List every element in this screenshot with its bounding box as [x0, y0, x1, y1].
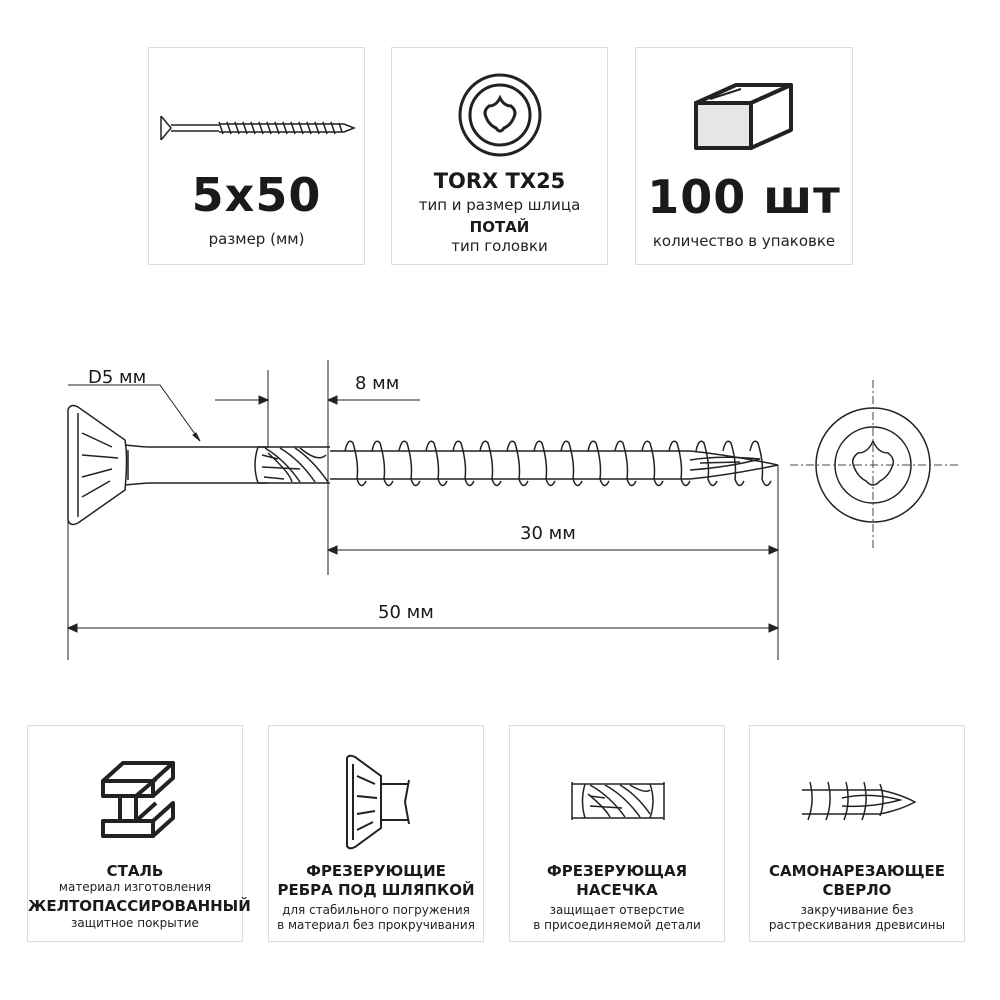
knurl-title-1: ФРЕЗЕРУЮЩАЯ: [546, 862, 688, 880]
size-value: 5x50: [191, 168, 322, 222]
box-icon: [686, 63, 806, 153]
size-card: [148, 47, 365, 265]
i-beam-icon: [28, 751, 244, 861]
feature-card-knurl: [509, 725, 725, 942]
knurl-title-2: НАСЕЧКА: [576, 881, 658, 899]
screw-drawing: [0, 355, 1000, 685]
size-caption: размер (мм): [208, 230, 305, 248]
screw-shank: [150, 447, 268, 483]
head-ribs-icon: [269, 746, 485, 866]
steel-title: СТАЛЬ: [106, 862, 164, 880]
feature-card-drill: [749, 725, 965, 942]
drill-title-2: СВЕРЛО: [822, 881, 892, 899]
quantity-value: 100 шт: [647, 170, 841, 224]
ribs-caption-2: в материал без прокручивания: [277, 918, 475, 932]
drill-caption-2: растрескивания древисины: [768, 918, 946, 932]
head-type-caption: тип головки: [451, 237, 548, 255]
diameter-label: D5 мм: [88, 367, 147, 388]
steel-caption: материал изготовления: [58, 880, 212, 894]
knurl-caption-1: защищает отверстие: [549, 903, 685, 917]
torx-icon: [455, 70, 545, 160]
ribs-title-2: РЕБРА ПОД ШЛЯПКОЙ: [277, 881, 475, 899]
coating-caption: защитное покрытие: [71, 916, 199, 930]
quantity-caption: количество в упаковке: [652, 232, 836, 250]
feature-card-ribs: [268, 725, 484, 942]
drive-caption: тип и размер шлица: [418, 196, 581, 214]
ribs-caption-1: для стабильного погружения: [282, 903, 470, 917]
head-type-title: ПОТАЙ: [469, 218, 530, 236]
thread-length-label: 30 мм: [520, 523, 576, 544]
drill-tip-icon: [750, 746, 966, 866]
drill-title-1: САМОНАРЕЗАЮЩЕЕ: [769, 862, 945, 880]
screw-thread-core: [330, 451, 778, 479]
knurl-caption-2: в присоединяемой детали: [533, 918, 701, 932]
drill-caption-1: закручивание без: [800, 903, 914, 917]
drive-title: TORX TX25: [433, 169, 566, 193]
screw-head: [68, 406, 127, 525]
total-length-label: 50 мм: [378, 602, 434, 623]
quantity-card: [635, 47, 853, 265]
screw-mini-icon: [149, 98, 366, 158]
knurl-icon: [510, 746, 726, 866]
drive-card: [391, 47, 608, 265]
feature-card-steel: [27, 725, 251, 942]
knurl-length-label: 8 мм: [355, 373, 400, 394]
ribs-title-1: ФРЕЗЕРУЮЩИЕ: [306, 862, 446, 880]
coating-title: ЖЕЛТОПАССИРОВАННЫЙ: [28, 897, 251, 915]
